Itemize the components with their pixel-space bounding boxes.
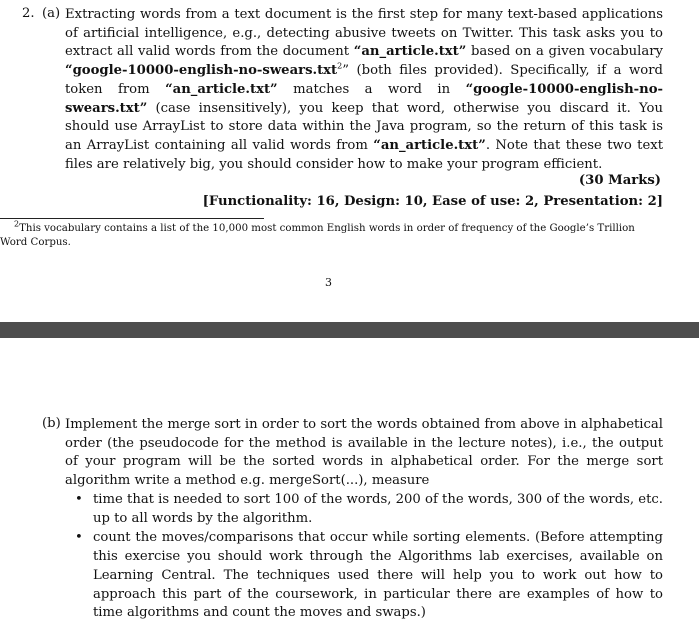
page-number: 3 (325, 276, 332, 289)
footnote-reference[interactable]: 2 (337, 61, 343, 71)
filename-article: “an_article.txt” (353, 44, 467, 60)
text-segment: ” (both files provided). Specifically, if a word token from (65, 63, 663, 97)
page-4 (0, 338, 699, 624)
text-segment: . Note that these two text files are relatively big, you should consider how to make your program efficient. (65, 137, 664, 172)
footnote (0, 219, 662, 250)
footnote-text: This vocabulary contains a list of the 10,000 most common English words in order of frequency of the Google’s Trillion Word Corpus. (0, 223, 635, 248)
marks-breakdown: [Functionality: 16, Design: 10, Ease of use: 2, Presentation: 2] (202, 194, 663, 209)
filename-vocabulary: “google-10000-english-no-swears.txt (65, 63, 338, 79)
part-b-paragraph: Implement the merge sort in order to sort the words obtained from above in alphabetical order (the pseudocode for the method is available in the lecture notes), i.e., the output of your program will be the sorted words in alphabetical order. For the merge sort algorithm write a method e.g. mergeSort(...), measure (65, 417, 663, 489)
requirements-list (65, 491, 663, 624)
bullet-icon: • (75, 492, 83, 507)
filename-article: “an_article.txt” (373, 137, 486, 153)
filename-article: “an_article.txt” (165, 81, 278, 97)
footnote-divider (0, 218, 264, 219)
list-item-text: count the moves/comparisons that occur while sorting elements. (Before attempting this exercise you should work through the Algorithms lab exercises, available on Learning Central. The techniques used there will help you to work out how to approach this part of the coursework, in particular there are examples of how to time algorithms and count the moves and swaps.) (93, 530, 663, 621)
part-a-paragraph (65, 6, 663, 174)
footnote-mark: 2 (14, 219, 20, 229)
filename-vocabulary: “google-10000-english-no-swears.txt” (65, 81, 664, 116)
part-a-label: (a) (42, 6, 61, 21)
text-segment: (case insensitively), you keep that word, otherwise you discard it. You should use ArrayList to store data within the Java program, so the return of this task is an ArrayList containing all valid words from (65, 100, 663, 153)
list-item (65, 491, 663, 528)
text-segment: matches a word in (277, 81, 466, 97)
part-b-label: (b) (42, 416, 61, 431)
question-number: 2. (22, 6, 35, 21)
list-item (65, 529, 663, 623)
marks-total: (30 Marks) (578, 173, 661, 188)
text-segment: Extracting words from a text document is the first step for many text-based applications of artificial intelligence, e.g., detecting abusive tweets on Twitter. This task asks you to extract all valid words from the document (65, 7, 663, 60)
list-item-text: time that is needed to sort 100 of the words, 200 of the words, 300 of the words, etc. up to all words by the algorithm. (93, 492, 663, 526)
page-separator (0, 322, 699, 338)
text-segment: based on a given vocabulary (466, 44, 664, 60)
bullet-icon: • (75, 530, 83, 546)
